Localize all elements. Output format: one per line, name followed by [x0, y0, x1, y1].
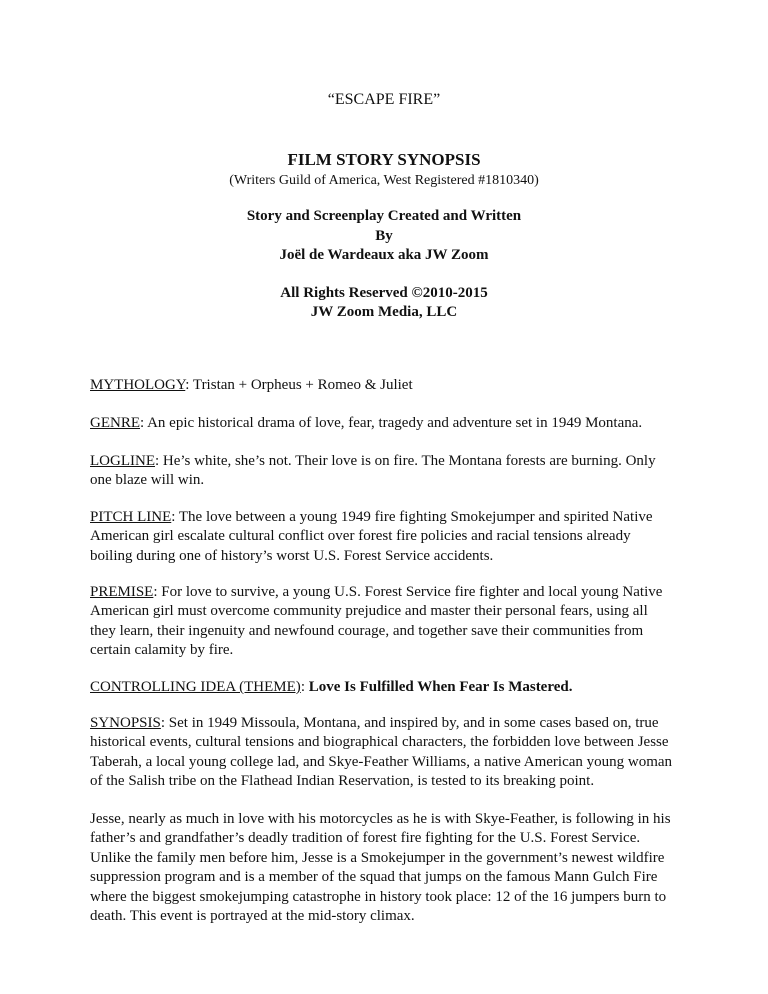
paragraph-jesse: [90, 810, 710, 926]
section-text: certain calamity by fire.: [90, 642, 234, 659]
section-text: : He’s white, she’s not. Their love is on fire. The Montana forests are burning. Only: [154, 453, 656, 469]
section-text: of the Salish tribe on the Flathead Indian Reservation, is tested to its breaking point.: [90, 773, 595, 790]
section-text: boiling during one of history’s worst U.S. Forest Service accidents.: [90, 547, 494, 564]
section-pitch-line: [90, 508, 710, 566]
section-genre: [90, 414, 710, 433]
section-controlling-idea: [90, 678, 710, 697]
section-label: LOGLINE: [90, 453, 155, 469]
section-text: American girl escalate cultural conflict over forest fire policies and racial tensions already: [90, 528, 631, 545]
paragraph-line: father’s and grandfather’s deadly tradition of forest fire fighting for the U.S. Forest Service.: [90, 830, 641, 847]
section-label: SYNOPSIS: [90, 715, 161, 731]
section-text: : Set in 1949 Missoula, Montana, and inspired by, and in some cases based on, true: [160, 715, 659, 731]
credit-line: Story and Screenplay Created and Written: [246, 208, 522, 224]
section-text: they learn, their ingenuity and newfound courage, and together save their communities from: [90, 622, 644, 639]
section-text: Taberah, a local young college lad, and Skye-Feather Williams, a native American young woman: [90, 753, 673, 770]
section-label: CONTROLLING IDEA (THEME): [90, 679, 301, 695]
section-text: American girl must overcome community prejudice and master their personal fears, using all: [90, 603, 648, 620]
company-name: JW Zoom Media, LLC: [310, 304, 458, 320]
credit-by: By: [375, 228, 393, 244]
paragraph-line: where the biggest smokejumping catastrophe in history took place: 12 of the 16 jumpers burn to: [90, 888, 667, 905]
section-premise: [90, 583, 710, 661]
author-name: Joël de Wardeaux aka JW Zoom: [279, 247, 489, 263]
section-separator: :: [300, 679, 309, 695]
section-label: GENRE: [90, 415, 140, 431]
section-mythology: [90, 376, 710, 395]
section-text: : For love to survive, a young U.S. Forest Service fire fighter and local young Native: [153, 584, 663, 600]
section-text: : The love between a young 1949 fire fighting Smokejumper and spirited Native: [171, 509, 653, 525]
section-synopsis: [90, 714, 710, 792]
paragraph-line: suppression program and is a member of the squad that jumps on the famous Mann Gulch Fire: [90, 869, 658, 886]
theme-statement: Love Is Fulfilled When Fear Is Mastered.: [308, 679, 573, 695]
section-label: MYTHOLOGY: [90, 377, 186, 393]
section-text: historical events, cultural tensions and biographical characters, the forbidden love between Jesse: [90, 734, 669, 751]
paragraph-line: Unlike the family men before him, Jesse is a Smokejumper in the government’s newest wildfire: [90, 849, 665, 866]
section-label: PREMISE: [90, 584, 154, 600]
section-text: : An epic historical drama of love, fear, tragedy and adventure set in 1949 Montana.: [140, 415, 643, 431]
section-text: one blaze will win.: [90, 472, 205, 489]
rights-line: All Rights Reserved ©2010-2015: [280, 285, 488, 301]
document-title: “ESCAPE FIRE”: [327, 91, 441, 108]
section-text: : Tristan + Orpheus + Romeo & Juliet: [185, 377, 413, 393]
paragraph-line: death. This event is portrayed at the mid-story climax.: [90, 907, 415, 924]
section-logline: [90, 452, 710, 491]
section-label: PITCH LINE: [90, 509, 172, 525]
paragraph-line: Jesse, nearly as much in love with his motorcycles as he is with Skye-Feather, is following in his: [90, 811, 671, 827]
registration-note: (Writers Guild of America, West Registered #1810340): [229, 173, 539, 188]
document-subtitle: FILM STORY SYNOPSIS: [287, 150, 481, 169]
